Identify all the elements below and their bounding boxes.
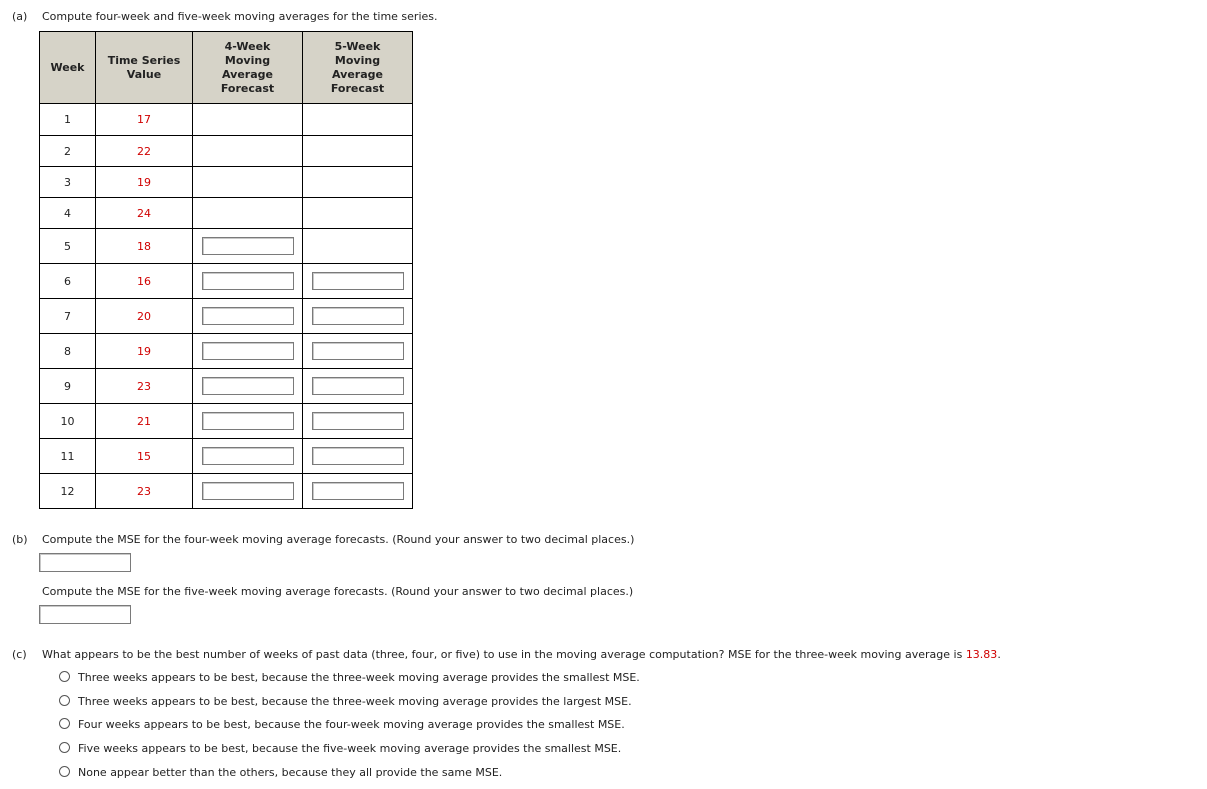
- value-cell: 19: [96, 334, 193, 369]
- four-week-cell: [193, 167, 303, 198]
- week-cell: 5: [40, 229, 96, 264]
- week-cell: 1: [40, 104, 96, 136]
- week-cell: 12: [40, 474, 96, 509]
- radio-button-icon[interactable]: [59, 671, 70, 682]
- part-b-label: (b): [12, 533, 28, 546]
- four-week-input-week-6[interactable]: [202, 272, 294, 290]
- option-label: Five weeks appears to be best, because the five-week moving average provides the smallest MSE.: [78, 742, 622, 755]
- week-cell: 8: [40, 334, 96, 369]
- value-cell: 23: [96, 474, 193, 509]
- table-row: [40, 198, 413, 229]
- five-week-cell: [303, 334, 413, 369]
- five-week-cell: [303, 369, 413, 404]
- part-b-text-1: Compute the MSE for the four-week moving average forecasts. (Round your answer to two decimal places.): [42, 533, 635, 546]
- value-cell: 22: [96, 136, 193, 167]
- five-week-input-week-10[interactable]: [312, 412, 404, 430]
- five-week-cell: [303, 136, 413, 167]
- radio-button-icon[interactable]: [59, 742, 70, 753]
- five-week-cell: [303, 264, 413, 299]
- four-week-input-week-11[interactable]: [202, 447, 294, 465]
- value-cell: 21: [96, 404, 193, 439]
- four-week-cell: [193, 229, 303, 264]
- five-week-input-week-9[interactable]: [312, 377, 404, 395]
- value-cell: 15: [96, 439, 193, 474]
- option-none-better[interactable]: [59, 766, 502, 779]
- option-four-smallest[interactable]: [59, 718, 625, 731]
- radio-button-icon[interactable]: [59, 718, 70, 729]
- four-week-input-week-9[interactable]: [202, 377, 294, 395]
- five-week-cell: [303, 404, 413, 439]
- table-row: [40, 104, 413, 136]
- four-week-cell: [193, 264, 303, 299]
- mse-five-week-input[interactable]: [39, 605, 131, 624]
- table-row: [40, 404, 413, 439]
- five-week-cell: [303, 104, 413, 136]
- four-week-cell: [193, 439, 303, 474]
- five-week-cell: [303, 299, 413, 334]
- week-cell: 9: [40, 369, 96, 404]
- table-header-row: [40, 32, 413, 104]
- four-week-input-week-8[interactable]: [202, 342, 294, 360]
- radio-button-icon[interactable]: [59, 695, 70, 706]
- table-row: [40, 167, 413, 198]
- value-cell: 18: [96, 229, 193, 264]
- header-week: Week: [40, 32, 96, 104]
- four-week-cell: [193, 404, 303, 439]
- value-cell: 17: [96, 104, 193, 136]
- option-label: Three weeks appears to be best, because the three-week moving average provides the smallest MSE.: [78, 671, 640, 684]
- five-week-input-week-11[interactable]: [312, 447, 404, 465]
- part-a-instruction: [12, 10, 438, 23]
- five-week-cell: [303, 474, 413, 509]
- value-cell: 24: [96, 198, 193, 229]
- four-week-cell: [193, 104, 303, 136]
- part-a-label: (a): [12, 10, 28, 23]
- table-row: [40, 299, 413, 334]
- option-three-smallest[interactable]: [59, 671, 640, 684]
- value-cell: 23: [96, 369, 193, 404]
- table-row: [40, 474, 413, 509]
- mse-four-week-input[interactable]: [39, 553, 131, 572]
- week-cell: 11: [40, 439, 96, 474]
- five-week-cell: [303, 167, 413, 198]
- week-cell: 3: [40, 167, 96, 198]
- time-series-table: [39, 31, 413, 509]
- week-cell: 10: [40, 404, 96, 439]
- option-label: Four weeks appears to be best, because the four-week moving average provides the smallest MSE.: [78, 718, 625, 731]
- part-c-text: What appears to be the best number of weeks of past data (three, four, or five) to use in the moving average computation? MSE for the three-week moving average is: [42, 648, 963, 661]
- five-week-cell: [303, 229, 413, 264]
- four-week-cell: [193, 369, 303, 404]
- table-row: [40, 264, 413, 299]
- header-5-week-forecast: 5-Week Moving Average Forecast: [303, 32, 413, 104]
- option-five-smallest[interactable]: [59, 742, 621, 755]
- four-week-input-week-7[interactable]: [202, 307, 294, 325]
- part-a-text: Compute four-week and five-week moving averages for the time series.: [42, 10, 438, 23]
- four-week-input-week-12[interactable]: [202, 482, 294, 500]
- radio-button-icon[interactable]: [59, 766, 70, 777]
- four-week-cell: [193, 136, 303, 167]
- four-week-cell: [193, 474, 303, 509]
- value-cell: 16: [96, 264, 193, 299]
- option-label: None appear better than the others, because they all provide the same MSE.: [78, 766, 503, 779]
- four-week-cell: [193, 198, 303, 229]
- table-row: [40, 229, 413, 264]
- four-week-input-week-10[interactable]: [202, 412, 294, 430]
- option-label: Three weeks appears to be best, because the three-week moving average provides the largest MSE.: [78, 695, 632, 708]
- value-cell: 19: [96, 167, 193, 198]
- part-b-instruction-1: [12, 533, 634, 546]
- part-c-period: .: [997, 648, 1001, 661]
- table-row: [40, 334, 413, 369]
- five-week-cell: [303, 198, 413, 229]
- five-week-cell: [303, 439, 413, 474]
- five-week-input-week-8[interactable]: [312, 342, 404, 360]
- part-c-question: [12, 648, 1001, 661]
- five-week-input-week-6[interactable]: [312, 272, 404, 290]
- five-week-input-week-7[interactable]: [312, 307, 404, 325]
- four-week-cell: [193, 299, 303, 334]
- three-week-mse-value: 13.83: [965, 648, 998, 661]
- week-cell: 4: [40, 198, 96, 229]
- table-row: [40, 369, 413, 404]
- header-4-week-forecast: 4-Week Moving Average Forecast: [193, 32, 303, 104]
- four-week-input-week-5[interactable]: [202, 237, 294, 255]
- table-row: [40, 439, 413, 474]
- value-cell: 20: [96, 299, 193, 334]
- option-three-largest[interactable]: [59, 695, 632, 708]
- table-row: [40, 136, 413, 167]
- five-week-input-week-12[interactable]: [312, 482, 404, 500]
- part-b-instruction-2: Compute the MSE for the five-week moving average forecasts. (Round your answer to two decimal places.): [42, 585, 634, 598]
- header-time-series-value: Time Series Value: [96, 32, 193, 104]
- week-cell: 6: [40, 264, 96, 299]
- part-c-label: (c): [12, 648, 27, 661]
- week-cell: 7: [40, 299, 96, 334]
- four-week-cell: [193, 334, 303, 369]
- week-cell: 2: [40, 136, 96, 167]
